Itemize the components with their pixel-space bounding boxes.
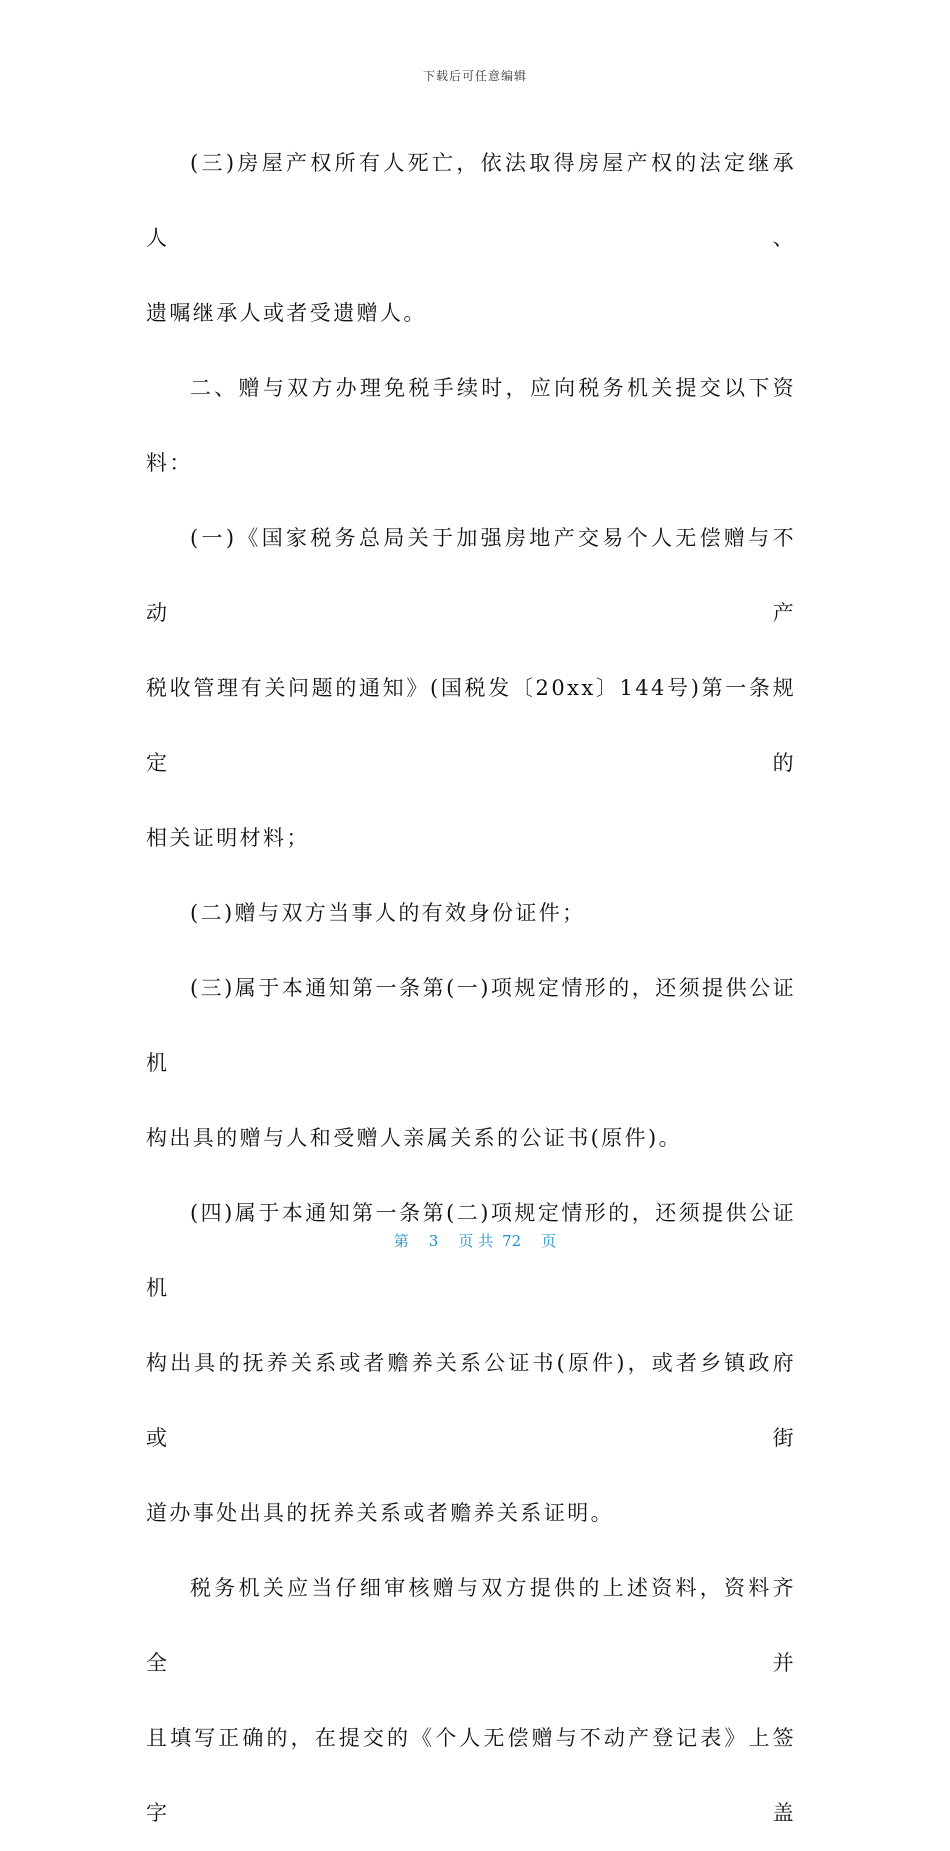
paragraph: [146, 351, 796, 501]
text-line: (一)《国家税务总局关于加强房地产交易个人无偿赠与不动产: [146, 526, 796, 625]
text-line: 且填写正确的，在提交的《个人无偿赠与不动产登记表》上签字盖: [146, 1726, 796, 1825]
text-line: 遗嘱继承人或者受遗赠人。: [146, 301, 427, 325]
footer-prefix: 第: [393, 1232, 409, 1250]
text-line: 构出具的抚养关系或者赡养关系公证书(原件)，或者乡镇政府或街: [146, 1351, 796, 1450]
text-line: 税务机关应当仔细审核赠与双方提供的上述资料，资料齐全并: [146, 1576, 796, 1675]
text-line: 相关证明材料；: [146, 826, 310, 850]
text-line: (四)属于本通知第一条第(二)项规定情形的，还须提供公证机: [146, 1201, 796, 1300]
text-line: 税收管理有关问题的通知》(国税发〔20xx〕144号)第一条规定的: [146, 676, 796, 775]
text-line: (三)房屋产权所有人死亡，依法取得房屋产权的法定继承人、: [146, 151, 796, 250]
footer-middle: 页 共: [458, 1232, 494, 1250]
text-line: 二、赠与双方办理免税手续时，应向税务机关提交以下资料：: [146, 376, 796, 475]
paragraph: [146, 501, 796, 876]
footer-page-number: 3: [428, 1232, 439, 1250]
text-line: (三)属于本通知第一条第(一)项规定情形的，还须提供公证机: [146, 976, 796, 1075]
text-line: 道办事处出具的抚养关系或者赡养关系证明。: [146, 1501, 614, 1525]
footer-suffix: 页: [541, 1232, 557, 1250]
page-header: 下载后可任意编辑: [422, 69, 527, 83]
paragraph: [146, 126, 796, 351]
document-body: [146, 126, 796, 1851]
paragraph: [146, 951, 796, 1176]
page-footer: [0, 1230, 950, 1251]
text-line: (二)赠与双方当事人的有效身份证件；: [190, 901, 586, 925]
paragraph: [146, 876, 796, 951]
text-line: 构出具的赠与人和受赠人亲属关系的公证书(原件)。: [146, 1126, 682, 1150]
footer-total-pages: 72: [502, 1232, 522, 1250]
paragraph: [146, 1551, 796, 1851]
